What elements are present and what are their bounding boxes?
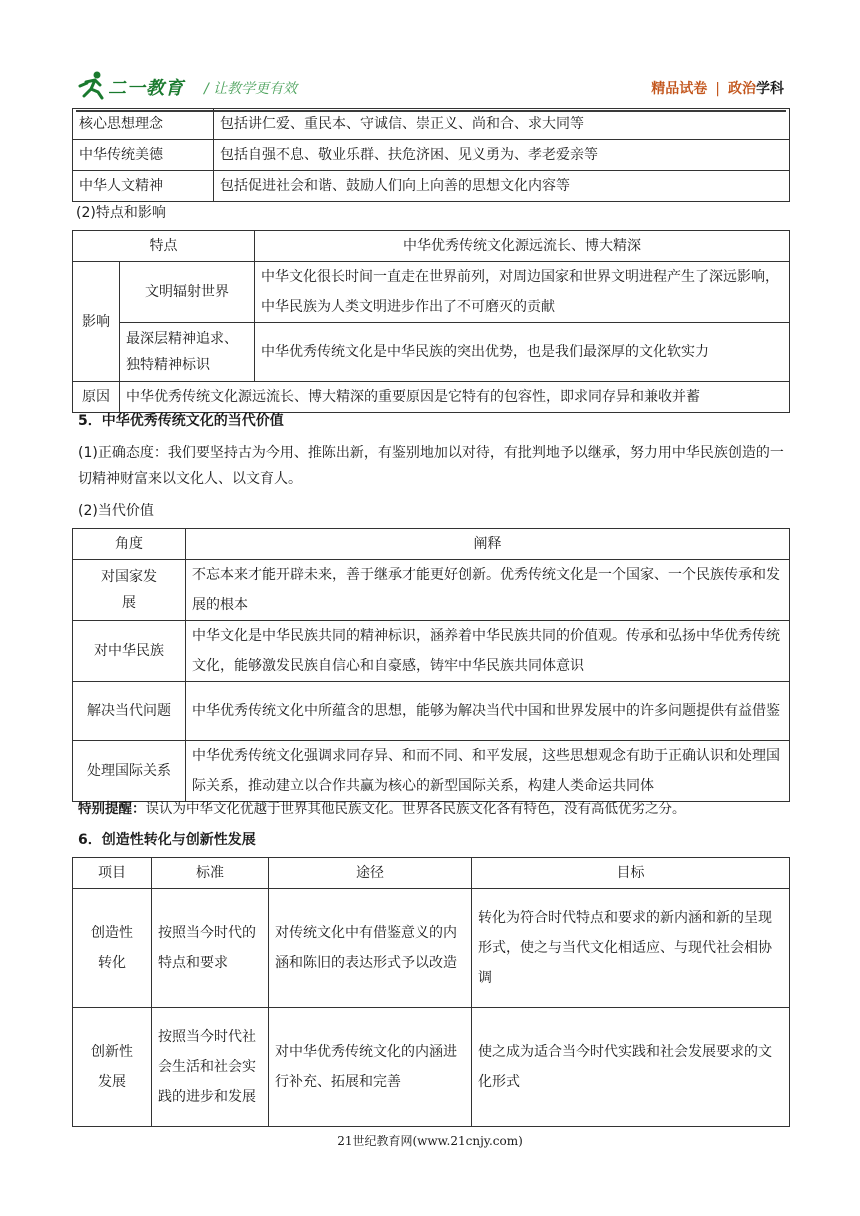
section-5-title: 5．中华优秀传统文化的当代价值 — [78, 413, 284, 429]
row-value: 不忘本来才能开辟未来，善于继承才能更好创新。优秀传统文化是一个国家、一个民族传承和发展的根本 — [186, 560, 790, 621]
row-value: 中华文化是中华民族共同的精神标识，涵养着中华民族共同的价值观。传承和弘扬中华优秀传统文化，能够激发民族自信心和自豪感，铸牢中华民族共同体意识 — [186, 621, 790, 682]
special-reminder: 特别提醒：误认为中华文化优越于世界其他民族文化。世界各民族文化各有特色，没有高低优劣之分。 — [78, 801, 686, 817]
influence-1-text: 中华文化很长时间一直走在世界前列，对周边国家和世界文明进程产生了深远影响，中华民族为人类文明进步作出了不可磨灭的贡献 — [255, 262, 790, 323]
row-way: 对传统文化中有借鉴意义的内涵和陈旧的表达形式予以改造 — [269, 889, 472, 1008]
transformation-table — [72, 857, 790, 1127]
feature-label: 特点 — [73, 231, 255, 262]
table-row — [73, 140, 790, 171]
row-label: 处理国际关系 — [73, 741, 186, 802]
table-row — [73, 171, 790, 202]
reason-text: 中华优秀传统文化源远流长、博大精深的重要原因是它特有的包容性，即求同存异和兼收并蓄 — [120, 382, 790, 413]
table-row — [73, 621, 790, 682]
reason-label: 原因 — [73, 382, 120, 413]
row-standard: 按照当今时代社会生活和社会实践的进步和发展 — [152, 1008, 269, 1127]
row-label: 对国家发展 — [73, 560, 186, 621]
header-slogan: / 让教学更有效 — [204, 81, 298, 97]
row-label: 中华人文精神 — [73, 171, 214, 202]
section-2-title: (2)特点和影响 — [76, 205, 166, 221]
row-label: 中华传统美德 — [73, 140, 214, 171]
influence-2-text: 中华优秀传统文化是中华民族的突出优势，也是我们最深厚的文化软实力 — [255, 323, 790, 382]
table-row — [73, 741, 790, 802]
table-header-row — [73, 529, 790, 560]
influence-label: 影响 — [73, 262, 120, 382]
feature-value: 中华优秀传统文化源远流长、博大精深 — [255, 231, 790, 262]
header-goal: 目标 — [472, 858, 790, 889]
row-value: 包括促进社会和谐、鼓励人们向上向善的思想文化内容等 — [214, 171, 790, 202]
table-row — [73, 262, 790, 323]
table-row — [73, 109, 790, 140]
header-standard: 标准 — [152, 858, 269, 889]
influence-1-label: 文明辐射世界 — [120, 262, 255, 323]
table-row — [73, 382, 790, 413]
table-row — [73, 1008, 790, 1127]
influence-2-label: 最深层精神追求、独特精神标识 — [120, 323, 255, 382]
page-footer: 21世纪教育网(www.21cnjy.com) — [337, 1134, 523, 1148]
header-explain: 阐释 — [186, 529, 790, 560]
section-6-title: 6．创造性转化与创新性发展 — [78, 832, 256, 848]
table-row — [73, 889, 790, 1008]
row-standard: 按照当今时代的特点和要求 — [152, 889, 269, 1008]
header-subject: 精品试卷 | 政治学科 — [651, 81, 784, 97]
row-label: 核心思想理念 — [73, 109, 214, 140]
row-label: 解决当代问题 — [73, 682, 186, 741]
row-item: 创造性转化 — [73, 889, 152, 1008]
header-way: 途径 — [269, 858, 472, 889]
header-item: 项目 — [73, 858, 152, 889]
row-value: 中华优秀传统文化中所蕴含的思想，能够为解决当代中国和世界发展中的许多问题提供有益借鉴 — [186, 682, 790, 741]
table-row — [73, 323, 790, 382]
section-5-paragraph-1: (1)正确态度：我们要坚持古为今用、推陈出新，有鉴别地加以对待，有批判地予以继承，努力用中华民族创造的一切精神财富来以文化人、以文育人。 — [78, 445, 784, 487]
row-item: 创新性发展 — [73, 1008, 152, 1127]
header-angle: 角度 — [73, 529, 186, 560]
logo-text: 二一教育 — [108, 78, 184, 99]
features-influence-table — [72, 230, 790, 413]
row-value: 包括自强不息、敬业乐群、扶危济困、见义勇为、孝老爱亲等 — [214, 140, 790, 171]
table-row — [73, 682, 790, 741]
row-value: 中华优秀传统文化强调求同存异、和而不同、和平发展，这些思想观念有助于正确认识和处理国际关系，推动建立以合作共赢为核心的新型国际关系，构建人类命运共同体 — [186, 741, 790, 802]
page-header — [76, 70, 786, 112]
table-row — [73, 231, 790, 262]
row-label: 对中华民族 — [73, 621, 186, 682]
contemporary-value-table — [72, 528, 790, 802]
section-5-subtitle: (2)当代价值 — [78, 503, 154, 519]
row-goal: 转化为符合时代特点和要求的新内涵和新的呈现形式，使之与当代文化相适应、与现代社会相协调 — [472, 889, 790, 1008]
table-header-row — [73, 858, 790, 889]
culture-content-table — [72, 108, 790, 202]
runner-logo-icon — [78, 70, 106, 100]
row-value: 包括讲仁爱、重民本、守诚信、崇正义、尚和合、求大同等 — [214, 109, 790, 140]
row-goal: 使之成为适合当今时代实践和社会发展要求的文化形式 — [472, 1008, 790, 1127]
row-way: 对中华优秀传统文化的内涵进行补充、拓展和完善 — [269, 1008, 472, 1127]
table-row — [73, 560, 790, 621]
